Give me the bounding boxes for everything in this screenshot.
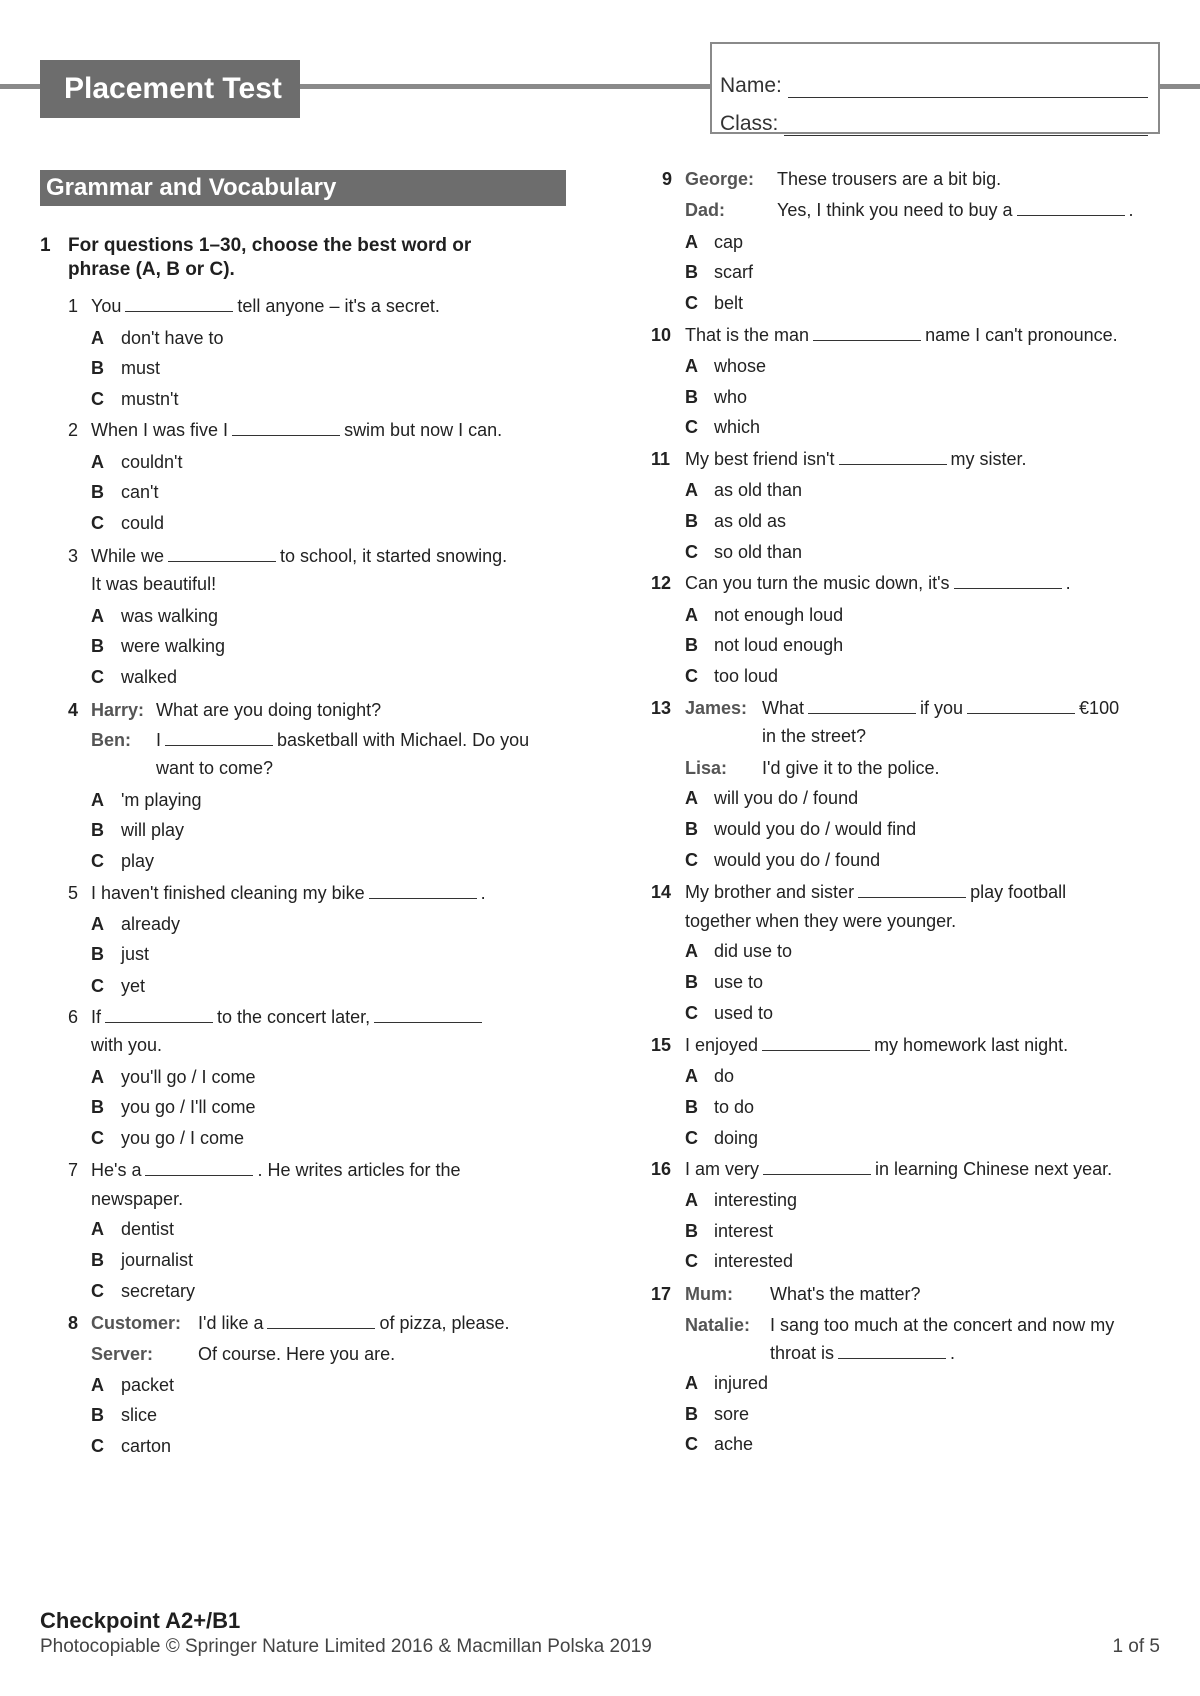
- question-text: together when they were younger.: [685, 911, 957, 931]
- question-text: tell anyone – it's a secret.: [237, 296, 440, 316]
- option-letter: A: [685, 1066, 698, 1086]
- question-number: 14: [651, 882, 672, 902]
- option-letter: C: [685, 542, 698, 562]
- option-c[interactable]: used to: [714, 1003, 774, 1023]
- name-class-box: [710, 42, 1160, 134]
- question-number: 15: [651, 1035, 672, 1055]
- section-title: Grammar and Vocabulary: [40, 170, 566, 206]
- option-b[interactable]: use to: [714, 972, 764, 992]
- option-letter: C: [685, 850, 698, 870]
- question-text: I: [156, 730, 162, 750]
- speaker-name: Server:: [91, 1344, 154, 1364]
- answer-blank[interactable]: [839, 450, 947, 465]
- question-text: What's the matter?: [770, 1284, 921, 1304]
- question-text: What are you doing tonight?: [156, 700, 382, 720]
- option-letter: B: [685, 819, 698, 839]
- footer-title: Checkpoint A2+/B1: [40, 1608, 241, 1633]
- speaker-name: Lisa:: [685, 758, 728, 778]
- option-c[interactable]: which: [714, 417, 761, 437]
- speaker-name: Mum:: [685, 1284, 733, 1304]
- option-letter: A: [91, 328, 104, 348]
- option-c[interactable]: you go / I come: [121, 1128, 245, 1148]
- answer-blank[interactable]: [813, 326, 921, 341]
- question-text: swim but now I can.: [344, 420, 503, 440]
- option-a[interactable]: do: [714, 1066, 735, 1086]
- question-text: It was beautiful!: [91, 574, 217, 594]
- option-letter: B: [91, 358, 104, 378]
- question-text: Of course. Here you are.: [198, 1344, 396, 1364]
- option-letter: A: [91, 452, 104, 472]
- question-number: 8: [68, 1313, 79, 1333]
- option-b[interactable]: must: [121, 358, 161, 378]
- option-c[interactable]: play: [121, 851, 155, 871]
- answer-blank[interactable]: [374, 1008, 482, 1023]
- question-text: want to come?: [156, 758, 274, 778]
- question-number: 9: [662, 169, 673, 189]
- question-text: to the concert later,: [217, 1007, 371, 1027]
- question-text: I enjoyed: [685, 1035, 759, 1055]
- option-b[interactable]: slice: [121, 1405, 158, 1425]
- answer-blank[interactable]: [808, 699, 916, 714]
- class-field[interactable]: [784, 113, 1148, 136]
- option-letter: A: [685, 941, 698, 961]
- question-number: 6: [68, 1007, 79, 1027]
- option-letter: C: [685, 1434, 698, 1454]
- option-letter: B: [685, 972, 698, 992]
- question-number: 10: [651, 325, 672, 345]
- option-c[interactable]: so old than: [714, 542, 803, 562]
- question-text: basketball with Michael. Do you: [277, 730, 530, 750]
- option-c[interactable]: could: [121, 513, 165, 533]
- option-letter: A: [91, 790, 104, 810]
- question-text: with you.: [91, 1035, 163, 1055]
- option-letter: C: [91, 976, 104, 996]
- speaker-name: James:: [685, 698, 748, 718]
- option-b[interactable]: can't: [121, 482, 159, 502]
- speaker-name: George:: [685, 169, 755, 189]
- question-text: to school, it started snowing.: [280, 546, 508, 566]
- option-a[interactable]: not enough loud: [714, 605, 844, 625]
- question-text: I haven't finished cleaning my bike: [91, 883, 365, 903]
- option-letter: C: [91, 389, 104, 409]
- answer-blank[interactable]: [763, 1160, 871, 1175]
- answer-blank[interactable]: [267, 1314, 375, 1329]
- option-letter: A: [91, 1219, 104, 1239]
- option-c[interactable]: interested: [714, 1251, 794, 1271]
- question-text: My best friend isn't: [685, 449, 835, 469]
- class-label: Class:: [720, 112, 779, 135]
- speaker-name: Natalie:: [685, 1315, 751, 1335]
- question-text: I'd like a: [198, 1313, 264, 1333]
- option-letter: C: [91, 667, 104, 687]
- question-text: What: [762, 698, 805, 718]
- answer-blank[interactable]: [1017, 201, 1125, 216]
- answer-blank[interactable]: [967, 699, 1075, 714]
- option-b[interactable]: would you do / would find: [714, 819, 917, 839]
- question-text: .: [950, 1343, 956, 1363]
- question-text: in the street?: [762, 726, 867, 746]
- option-b[interactable]: just: [121, 944, 150, 964]
- question-text: my sister.: [950, 449, 1027, 469]
- option-c[interactable]: ache: [714, 1434, 754, 1454]
- question-number: 13: [651, 698, 672, 718]
- option-b[interactable]: not loud enough: [714, 635, 844, 655]
- instruction-text: For questions 1–30, choose the best word or phrase (A, B or C).: [68, 235, 472, 280]
- option-letter: C: [91, 513, 104, 533]
- option-c[interactable]: doing: [714, 1128, 759, 1148]
- answer-blank[interactable]: [168, 547, 276, 562]
- option-letter: A: [685, 788, 698, 808]
- option-letter: A: [685, 1190, 698, 1210]
- question-text: He's a: [91, 1160, 142, 1180]
- answer-blank[interactable]: [232, 421, 340, 436]
- option-letter: B: [685, 1221, 698, 1241]
- question-number: 5: [68, 883, 79, 903]
- option-a[interactable]: interesting: [714, 1190, 798, 1210]
- option-a[interactable]: as old than: [714, 480, 803, 500]
- question-text: While we: [91, 546, 165, 566]
- option-b[interactable]: will play: [121, 820, 185, 840]
- option-a[interactable]: was walking: [121, 606, 219, 626]
- name-label: Name:: [720, 74, 782, 97]
- question-number: 4: [68, 700, 79, 720]
- option-a[interactable]: will you do / found: [714, 788, 859, 808]
- option-a[interactable]: dentist: [121, 1219, 175, 1239]
- question-text: throat is: [770, 1343, 835, 1363]
- option-letter: A: [685, 356, 698, 376]
- option-letter: C: [91, 1128, 104, 1148]
- answer-blank[interactable]: [954, 574, 1062, 589]
- question-text: If: [91, 1007, 102, 1027]
- option-letter: A: [685, 1373, 698, 1393]
- name-field[interactable]: [788, 75, 1148, 98]
- option-letter: A: [91, 1067, 104, 1087]
- option-c[interactable]: secretary: [121, 1281, 196, 1301]
- question-text: These trousers are a bit big.: [777, 169, 1002, 189]
- option-letter: B: [91, 482, 104, 502]
- question-number: 7: [68, 1160, 79, 1180]
- option-a[interactable]: cap: [714, 232, 744, 252]
- class-row: [720, 98, 1148, 136]
- option-letter: B: [685, 1404, 698, 1424]
- option-letter: A: [685, 480, 698, 500]
- option-letter: B: [91, 1250, 104, 1270]
- answer-blank[interactable]: [105, 1008, 213, 1023]
- question-text: You: [91, 296, 122, 316]
- option-b[interactable]: to do: [714, 1097, 755, 1117]
- option-letter: C: [685, 1128, 698, 1148]
- question-text: play football: [970, 882, 1067, 902]
- option-letter: B: [91, 636, 104, 656]
- answer-blank[interactable]: [145, 1161, 253, 1176]
- option-letter: C: [91, 1436, 104, 1456]
- option-letter: B: [685, 635, 698, 655]
- option-letter: A: [91, 914, 104, 934]
- option-letter: B: [685, 1097, 698, 1117]
- answer-blank[interactable]: [762, 1036, 870, 1051]
- speaker-name: Customer:: [91, 1313, 182, 1333]
- option-a[interactable]: don't have to: [121, 328, 224, 348]
- option-b[interactable]: journalist: [121, 1250, 194, 1270]
- option-a[interactable]: you'll go / I come: [121, 1067, 256, 1087]
- question-number: 11: [651, 449, 671, 469]
- question-number: 2: [68, 420, 79, 440]
- question-number: 17: [651, 1284, 672, 1304]
- option-letter: B: [685, 511, 698, 531]
- option-a[interactable]: injured: [714, 1373, 769, 1393]
- option-letter: C: [685, 417, 698, 437]
- question-number: 1: [68, 296, 79, 316]
- question-text: my homework last night.: [874, 1035, 1069, 1055]
- option-b[interactable]: who: [714, 387, 748, 407]
- page-number: 1 of 5: [1112, 1636, 1160, 1657]
- option-letter: A: [685, 232, 698, 252]
- question-text: I am very: [685, 1159, 760, 1179]
- option-b[interactable]: were walking: [121, 636, 226, 656]
- speaker-name: Dad:: [685, 200, 725, 220]
- footer-copyright: Photocopiable © Springer Nature Limited 2016 & Macmillan Polska 2019: [40, 1636, 652, 1657]
- question-text: My brother and sister: [685, 882, 855, 902]
- option-letter: A: [91, 606, 104, 626]
- question-text: When I was five I: [91, 420, 229, 440]
- option-letter: C: [91, 851, 104, 871]
- question-text: newspaper.: [91, 1189, 184, 1209]
- question-text: . He writes articles for the: [257, 1160, 461, 1180]
- option-a[interactable]: already: [121, 914, 181, 934]
- question-text: in learning Chinese next year.: [875, 1159, 1113, 1179]
- option-a[interactable]: 'm playing: [121, 790, 202, 810]
- option-letter: C: [685, 293, 698, 313]
- question-text: .: [480, 883, 486, 903]
- option-c[interactable]: too loud: [714, 666, 779, 686]
- speaker-name: Harry:: [91, 700, 145, 720]
- option-letter: B: [91, 1405, 104, 1425]
- answer-blank[interactable]: [858, 883, 966, 898]
- answer-blank[interactable]: [838, 1344, 946, 1359]
- question-text: €100: [1079, 698, 1120, 718]
- question-text: I'd give it to the police.: [762, 758, 940, 778]
- option-c[interactable]: yet: [121, 976, 146, 996]
- option-letter: A: [91, 1375, 104, 1395]
- option-b[interactable]: scarf: [714, 262, 754, 282]
- option-c[interactable]: mustn't: [121, 389, 179, 409]
- answer-blank[interactable]: [369, 884, 477, 899]
- option-letter: C: [685, 1003, 698, 1023]
- option-c[interactable]: carton: [121, 1436, 172, 1456]
- name-row: [720, 60, 1148, 98]
- option-letter: B: [685, 387, 698, 407]
- option-letter: B: [91, 1097, 104, 1117]
- option-letter: C: [685, 666, 698, 686]
- question-text: if you: [920, 698, 964, 718]
- question-text: Can you turn the music down, it's: [685, 573, 950, 593]
- question-text: I sang too much at the concert and now my: [770, 1315, 1115, 1335]
- question-text: That is the man: [685, 325, 810, 345]
- option-letter: B: [91, 820, 104, 840]
- option-a[interactable]: couldn't: [121, 452, 183, 472]
- instruction-number: 1: [40, 235, 51, 256]
- question-text: .: [1128, 200, 1134, 220]
- option-b[interactable]: as old as: [714, 511, 787, 531]
- question-text: of pizza, please.: [379, 1313, 510, 1333]
- question-number: 12: [651, 573, 672, 593]
- option-letter: C: [91, 1281, 104, 1301]
- option-letter: C: [685, 1251, 698, 1271]
- option-c[interactable]: would you do / found: [714, 850, 881, 870]
- option-a[interactable]: whose: [714, 356, 767, 376]
- question-number: 16: [651, 1159, 672, 1179]
- option-c[interactable]: walked: [121, 667, 178, 687]
- question-text: Yes, I think you need to buy a: [777, 200, 1013, 220]
- page-title: Placement Test: [40, 60, 300, 118]
- question-text: .: [1065, 573, 1071, 593]
- option-letter: B: [685, 262, 698, 282]
- question-text: name I can't pronounce.: [925, 325, 1118, 345]
- option-letter: A: [685, 605, 698, 625]
- answer-blank[interactable]: [165, 731, 273, 746]
- speaker-name: Ben:: [91, 730, 131, 750]
- option-b[interactable]: sore: [714, 1404, 750, 1424]
- option-b[interactable]: you go / I'll come: [121, 1097, 256, 1117]
- question-number: 3: [68, 546, 79, 566]
- answer-blank[interactable]: [125, 297, 233, 312]
- option-b[interactable]: interest: [714, 1221, 774, 1241]
- option-a[interactable]: did use to: [714, 941, 793, 961]
- option-a[interactable]: packet: [121, 1375, 175, 1395]
- option-letter: B: [91, 944, 104, 964]
- option-c[interactable]: belt: [714, 293, 744, 313]
